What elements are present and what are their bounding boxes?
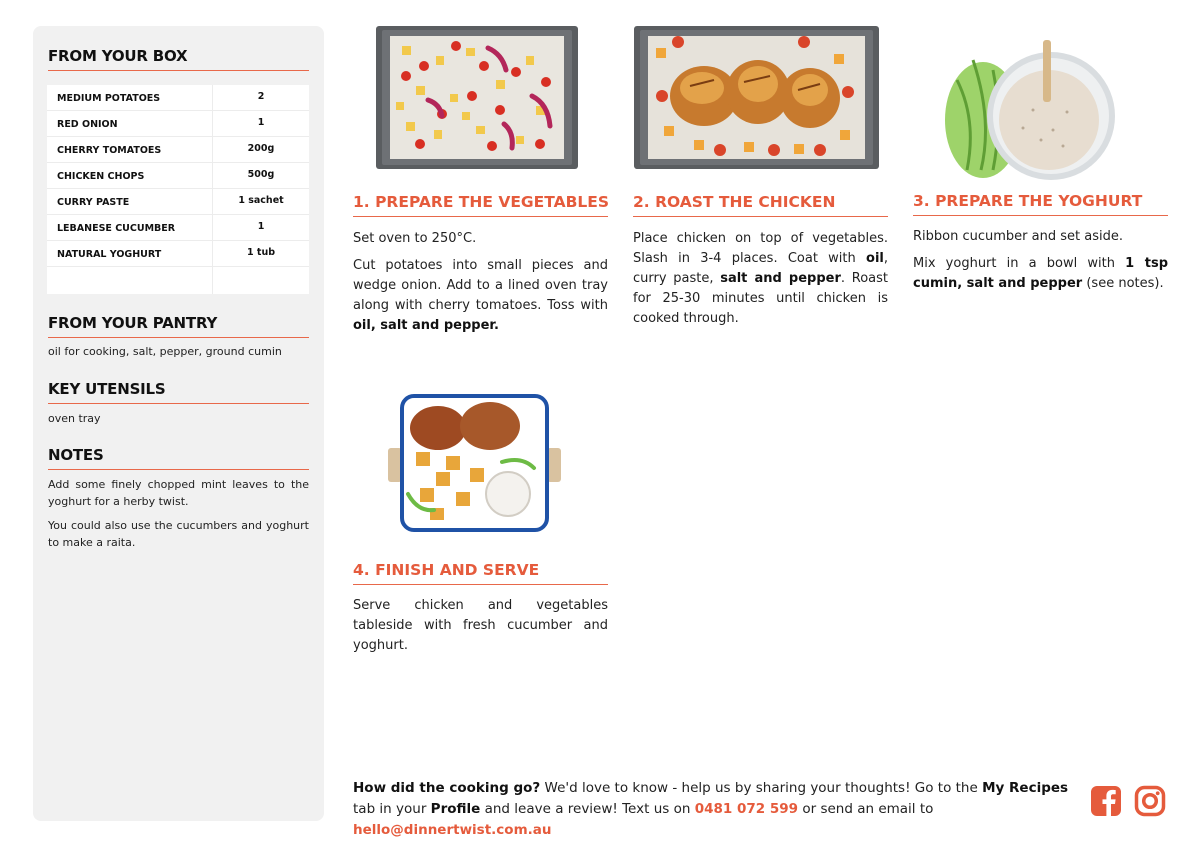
step-4-text	[353, 596, 608, 663]
step-1-photo	[376, 26, 578, 169]
step-3-title: 3. PREPARE THE YOGHURT	[913, 192, 1168, 216]
note-1: Add some finely chopped mint leaves to the yoghurt for a herby twist.	[48, 478, 309, 508]
table-row	[47, 241, 309, 267]
email-link[interactable]: hello@dinnertwist.com.au	[353, 822, 552, 838]
utensils-text: oven tray	[48, 412, 101, 425]
step-2-text	[633, 229, 888, 336]
ingredient-name: RED ONION	[57, 119, 118, 130]
ingredients-table	[47, 85, 309, 294]
table-row	[47, 85, 309, 111]
step-1-p1: Set oven to 250°C.	[353, 231, 477, 246]
ingredient-qty: 1 tub	[246, 247, 276, 258]
step-1-text	[353, 229, 608, 343]
divider	[212, 267, 213, 294]
phone-link[interactable]: 0481 072 599	[694, 801, 799, 817]
ingredient-name: CURRY PASTE	[57, 197, 130, 208]
step-4-photo	[386, 392, 563, 534]
pantry-title: FROM YOUR PANTRY	[48, 314, 309, 338]
instagram-icon[interactable]	[1134, 785, 1166, 817]
from-box-title: FROM YOUR BOX	[48, 47, 309, 71]
ingredient-name: CHICKEN CHOPS	[57, 171, 145, 182]
ingredient-name: NATURAL YOGHURT	[57, 249, 162, 260]
step-3-photo	[943, 40, 1135, 183]
pantry-text: oil for cooking, salt, pepper, ground cumin	[48, 345, 282, 358]
table-row	[47, 137, 309, 163]
ingredient-qty: 2	[257, 91, 265, 102]
table-row-empty	[47, 267, 309, 294]
table-row	[47, 163, 309, 189]
table-row	[47, 111, 309, 137]
ingredient-qty: 1 sachet	[238, 195, 284, 206]
table-row	[47, 189, 309, 215]
step-4-p1: Serve chicken and vegetables tableside with fresh cucumber and yoghurt.	[353, 598, 608, 653]
footer-text: How did the cooking go? We'd love to know - help us by sharing your thoughts! Go to the My Recipes tab in your Profile and leave a review! Text us on 0481 072 599 or send an email to hello@dinnertwist.com.au	[353, 780, 1069, 838]
step-1-p2: Cut potatoes into small pieces and wedge onion. Add to a lined oven tray along with cherry tomatoes. Toss with oil, salt and pepper.	[353, 258, 608, 333]
step-2-photo	[634, 26, 879, 169]
ingredient-name: MEDIUM POTATOES	[57, 93, 161, 104]
ingredient-qty: 1	[257, 117, 265, 128]
step-2-title: 2. ROAST THE CHICKEN	[633, 193, 888, 217]
ingredient-name: CHERRY TOMATOES	[57, 145, 162, 156]
step-4-title: 4. FINISH AND SERVE	[353, 561, 608, 585]
utensils-title: KEY UTENSILS	[48, 380, 309, 404]
ingredient-qty: 500g	[247, 169, 275, 180]
table-row	[47, 215, 309, 241]
step-3-text	[913, 227, 1168, 301]
step-3-p1: Ribbon cucumber and set aside.	[913, 229, 1123, 244]
step-1-title: 1. PREPARE THE VEGETABLES	[353, 193, 608, 217]
notes-title: NOTES	[48, 446, 309, 470]
sidebar	[33, 26, 324, 821]
ingredient-qty: 200g	[247, 143, 275, 154]
ingredient-name: LEBANESE CUCUMBER	[57, 223, 176, 234]
step-3-p2: Mix yoghurt in a bowl with 1 tsp cumin, salt and pepper (see notes).	[913, 256, 1168, 291]
step-2-p1: Place chicken on top of vegetables. Slash in 3-4 places. Coat with oil, curry paste, salt and pepper. Roast for 25-30 minutes until chicken is cooked through.	[633, 231, 888, 326]
ingredient-qty: 1	[257, 221, 265, 232]
facebook-icon[interactable]	[1090, 785, 1122, 817]
note-2: You could also use the cucumbers and yoghurt to make a raita.	[48, 519, 309, 549]
